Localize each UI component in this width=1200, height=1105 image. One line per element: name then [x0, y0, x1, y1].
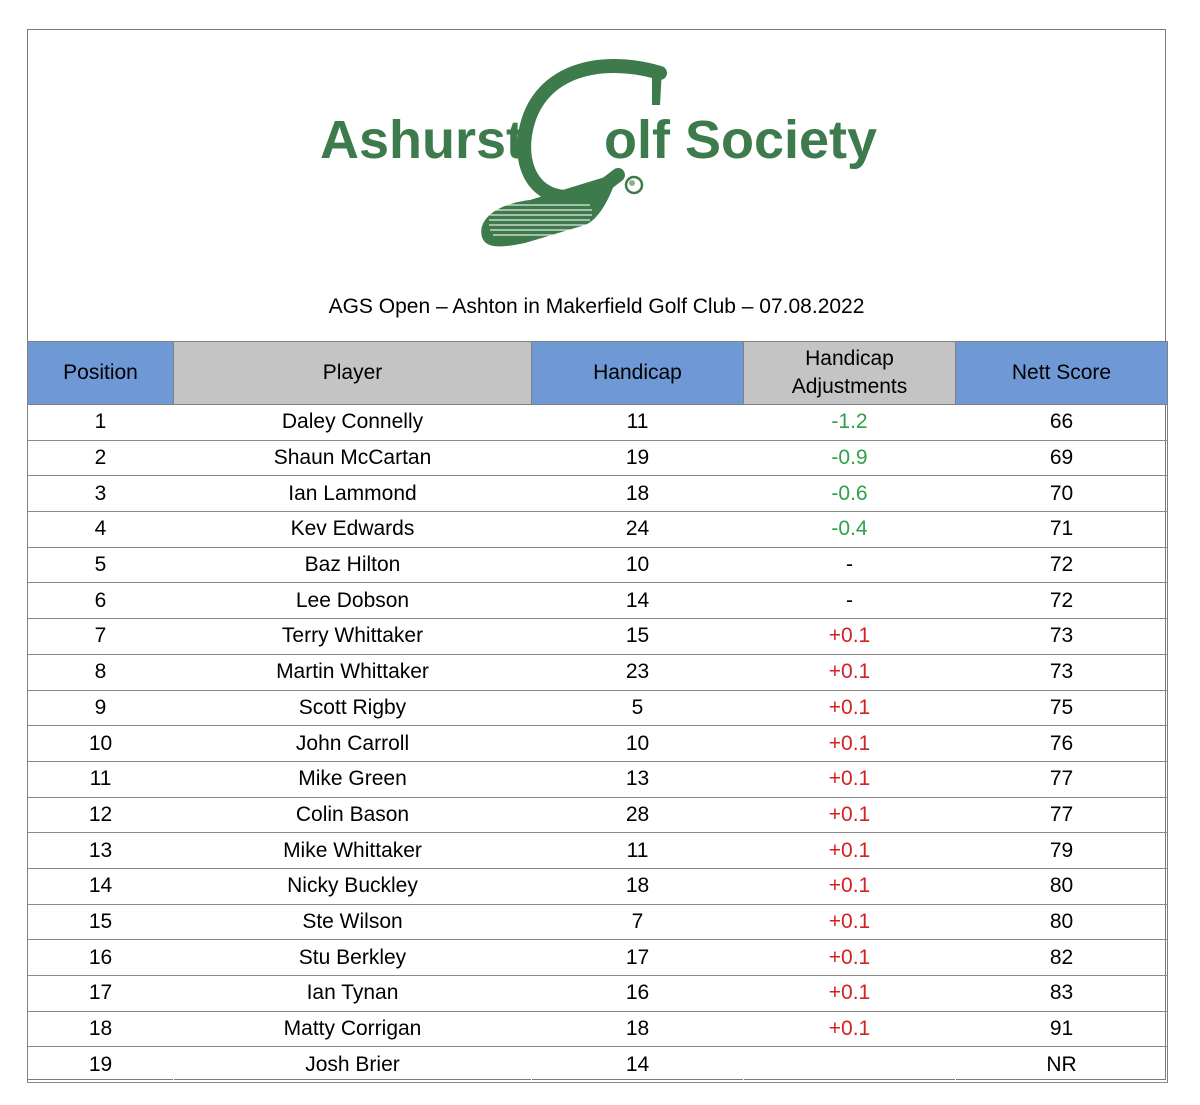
adjustment-cell: -0.6	[744, 476, 956, 512]
logo-text-olf-society: olf Society	[604, 110, 878, 170]
player-cell: Ian Lammond	[174, 476, 532, 512]
handicap-cell: 5	[532, 690, 744, 726]
table-row	[28, 940, 1168, 976]
adjustment-cell: -0.9	[744, 440, 956, 476]
handicap-cell: 15	[532, 619, 744, 655]
nett-score-cell: 80	[956, 868, 1168, 904]
nett-score-cell: 66	[956, 405, 1168, 441]
handicap-cell: 11	[532, 833, 744, 869]
nett-score-cell: 72	[956, 547, 1168, 583]
nett-score-cell: 70	[956, 476, 1168, 512]
handicap-cell: 18	[532, 476, 744, 512]
player-cell: Matty Corrigan	[174, 1011, 532, 1047]
nett-score-cell: 82	[956, 940, 1168, 976]
position-cell: 15	[28, 904, 174, 940]
ashurst-golf-society-logo	[300, 55, 900, 260]
adjustment-cell: +0.1	[744, 904, 956, 940]
position-cell: 10	[28, 726, 174, 762]
position-cell: 18	[28, 1011, 174, 1047]
adjustment-cell: +0.1	[744, 690, 956, 726]
player-cell: Baz Hilton	[174, 547, 532, 583]
table-row	[28, 583, 1168, 619]
handicap-cell: 24	[532, 512, 744, 548]
position-cell: 5	[28, 547, 174, 583]
header-adjustments-line2: Adjustments	[791, 375, 908, 398]
table-row	[28, 619, 1168, 655]
table-row	[28, 868, 1168, 904]
table-row	[28, 1011, 1168, 1047]
handicap-cell: 19	[532, 440, 744, 476]
player-cell: Kev Edwards	[174, 512, 532, 548]
position-cell: 1	[28, 405, 174, 441]
handicap-cell: 7	[532, 904, 744, 940]
nett-score-cell: 73	[956, 619, 1168, 655]
nett-score-cell: 76	[956, 726, 1168, 762]
handicap-cell: 28	[532, 797, 744, 833]
handicap-cell: 10	[532, 726, 744, 762]
handicap-cell: 10	[532, 547, 744, 583]
adjustment-cell: -	[744, 547, 956, 583]
table-row	[28, 440, 1168, 476]
header-position: Position	[28, 342, 174, 405]
adjustment-cell: +0.1	[744, 976, 956, 1012]
position-cell: 7	[28, 619, 174, 655]
player-cell: Nicky Buckley	[174, 868, 532, 904]
player-cell: Ste Wilson	[174, 904, 532, 940]
handicap-cell: 18	[532, 868, 744, 904]
position-cell: 11	[28, 761, 174, 797]
position-cell: 13	[28, 833, 174, 869]
adjustment-cell: +0.1	[744, 619, 956, 655]
player-cell: Mike Green	[174, 761, 532, 797]
header-nett-score: Nett Score	[956, 342, 1168, 405]
adjustment-cell: +0.1	[744, 726, 956, 762]
player-cell: Mike Whittaker	[174, 833, 532, 869]
header-handicap-adjustments	[744, 342, 956, 405]
handicap-cell: 11	[532, 405, 744, 441]
player-cell: Stu Berkley	[174, 940, 532, 976]
table-row	[28, 690, 1168, 726]
table-row	[28, 547, 1168, 583]
adjustment-cell: +0.1	[744, 761, 956, 797]
table-row	[28, 726, 1168, 762]
event-title: AGS Open – Ashton in Makerfield Golf Club – 07.08.2022	[328, 295, 865, 318]
nett-score-cell: 77	[956, 797, 1168, 833]
nett-score-cell: 91	[956, 1011, 1168, 1047]
adjustment-cell: -1.2	[744, 405, 956, 441]
adjustment-cell: -0.4	[744, 512, 956, 548]
adjustment-cell: +0.1	[744, 654, 956, 690]
position-cell: 14	[28, 868, 174, 904]
adjustment-cell: -	[744, 583, 956, 619]
nett-score-cell: 73	[956, 654, 1168, 690]
player-cell: Colin Bason	[174, 797, 532, 833]
player-cell: John Carroll	[174, 726, 532, 762]
golf-ball-dimple-icon	[629, 180, 635, 186]
header-handicap: Handicap	[532, 342, 744, 405]
position-cell: 17	[28, 976, 174, 1012]
adjustment-cell	[744, 1047, 956, 1083]
position-cell: 8	[28, 654, 174, 690]
nett-score-cell: 75	[956, 690, 1168, 726]
player-cell: Ian Tynan	[174, 976, 532, 1012]
header-adjustments-line1: Handicap	[805, 347, 894, 370]
adjustment-cell: +0.1	[744, 797, 956, 833]
results-table	[27, 341, 1168, 1083]
table-row	[28, 654, 1168, 690]
table-row	[28, 833, 1168, 869]
player-cell: Daley Connelly	[174, 405, 532, 441]
table-row	[28, 904, 1168, 940]
logo-g-top-icon	[652, 69, 662, 105]
player-cell: Shaun McCartan	[174, 440, 532, 476]
player-cell: Terry Whittaker	[174, 619, 532, 655]
table-row	[28, 976, 1168, 1012]
adjustment-cell: +0.1	[744, 940, 956, 976]
player-cell: Martin Whittaker	[174, 654, 532, 690]
position-cell: 16	[28, 940, 174, 976]
position-cell: 19	[28, 1047, 174, 1083]
table-row	[28, 512, 1168, 548]
player-cell: Scott Rigby	[174, 690, 532, 726]
adjustment-cell: +0.1	[744, 868, 956, 904]
position-cell: 2	[28, 440, 174, 476]
table-row	[28, 1047, 1168, 1083]
nett-score-cell: 72	[956, 583, 1168, 619]
table-header-row	[28, 342, 1168, 405]
table-row	[28, 476, 1168, 512]
results-body	[28, 405, 1168, 1083]
club-grooves-icon	[489, 205, 592, 235]
adjustment-cell: +0.1	[744, 1011, 956, 1047]
nett-score-cell: 71	[956, 512, 1168, 548]
nett-score-cell: 77	[956, 761, 1168, 797]
nett-score-cell: 80	[956, 904, 1168, 940]
position-cell: 4	[28, 512, 174, 548]
position-cell: 12	[28, 797, 174, 833]
header-player: Player	[174, 342, 532, 405]
nett-score-cell: 83	[956, 976, 1168, 1012]
nett-score-cell: NR	[956, 1047, 1168, 1083]
table-row	[28, 797, 1168, 833]
handicap-cell: 16	[532, 976, 744, 1012]
nett-score-cell: 79	[956, 833, 1168, 869]
table-row	[28, 761, 1168, 797]
position-cell: 3	[28, 476, 174, 512]
handicap-cell: 17	[532, 940, 744, 976]
player-cell: Lee Dobson	[174, 583, 532, 619]
table-row	[28, 405, 1168, 441]
player-cell: Josh Brier	[174, 1047, 532, 1083]
adjustment-cell: +0.1	[744, 833, 956, 869]
position-cell: 9	[28, 690, 174, 726]
handicap-cell: 14	[532, 583, 744, 619]
nett-score-cell: 69	[956, 440, 1168, 476]
handicap-cell: 18	[532, 1011, 744, 1047]
logo-text-ashurst: Ashurst	[320, 110, 525, 170]
handicap-cell: 23	[532, 654, 744, 690]
handicap-cell: 13	[532, 761, 744, 797]
position-cell: 6	[28, 583, 174, 619]
handicap-cell: 14	[532, 1047, 744, 1083]
